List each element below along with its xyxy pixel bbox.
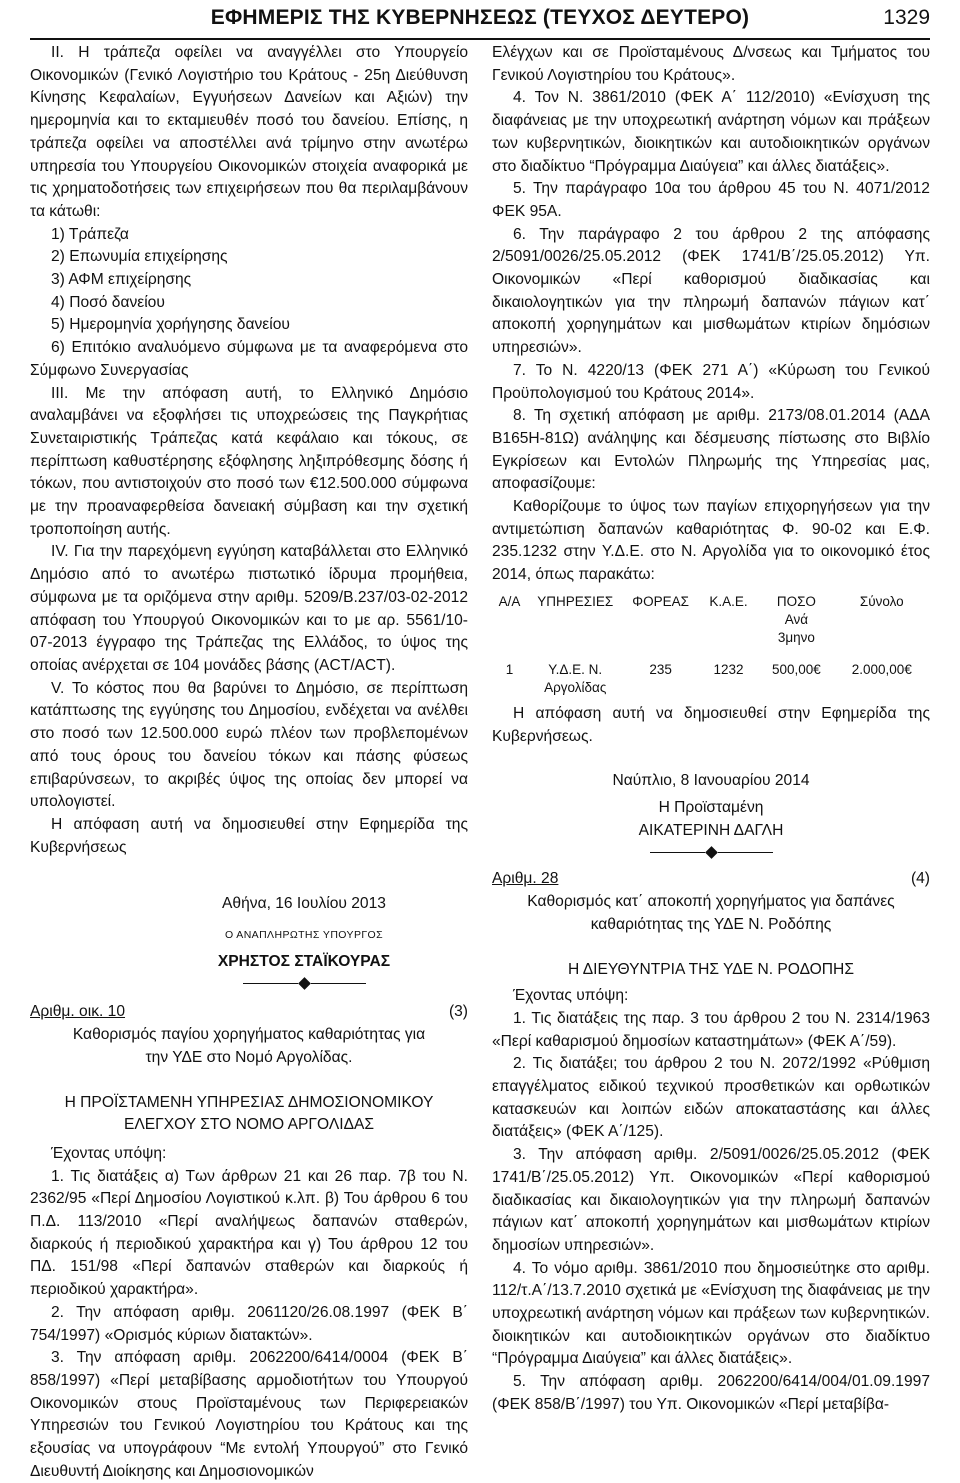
section-divider	[492, 842, 930, 862]
considered-item: 7. Το Ν. 4220/13 (ΦΕΚ 271 Α΄) «Κύρωση του Γενικού Προϋπολογισμού του Κράτους 2014».	[492, 361, 930, 402]
signature-name: ΧΡΗΣΤΟΣ ΣΤΑΪΚΟΥΡΑΣ	[217, 952, 391, 970]
page-header	[30, 6, 930, 40]
considered-item: 1. Τις διατάξεις της παρ. 3 του άρθρου 2 του Ν. 2314/1963 «Περί καθαρισμού δημοσίων καταστημάτων» (ΦΕΚ Α΄/59).	[492, 1009, 930, 1050]
list-item: 6) Επιτόκιο αναλυόμενο σύμφωνα με τα αναφερόμενα στο Σύμφωνο Συνεργασίας	[30, 339, 468, 379]
considered-item: 3. Την απόφαση αριθμ. 2062200/6414/0004 (ΦΕΚ Β΄ 858/1997) «Περί μεταβίβασης αρμοδιοτήτων του Υπουργού Οικονομικών στους Προϊσταμένους των Περιφερειακών Υπηρεσιών του Γενικού Λογιστηρίου του Κράτους και της εξουσίας να υπογράφουν “Με εντολή Υπουργού” στο Γενικό Διευθυντή Διοίκησης και Δημοσιονομικών	[30, 1349, 468, 1480]
considered-item: 4. Τον Ν. 3861/2010 (ΦΕΚ Α΄ 112/2010) «Ενίσχυση της διαφάνειας με την υποχρεωτική ανάρτηση νόμων και πράξεων των κυβερνητικών, διοικητικών και αυτοδιοικητικών οργάνων στο διαδίκτυο “Πρόγραμμα Διαύγεια” και άλλες διατάξεις».	[492, 89, 930, 175]
right-column	[492, 42, 930, 1417]
allowance-table	[492, 589, 930, 701]
decision-number-row	[30, 1001, 468, 1024]
paragraph-ii: ΙΙ. Η τράπεζα οφείλει να αναγγέλλει στο Υπουργείο Οικονομικών (Γενικό Λογιστήριο του Κράτους - 25η Διεύθυνση Κίνησης Κεφαλαίων, Εγγυήσεων Δανείων και Αξιών) την ημερομηνία και το εκταμιευθέν ποσό του δανείου. Επίσης, η τράπεζα οφείλει να αποστέλλει ανά τρίμηνο στην ανωτέρω υπηρεσία του Υπουργείου Οικονομικών στοιχεία αναφορικά με τις χρηματοδοτήσεις των επιχειρήσεων που θα περιλαμβάνουν τα κάτωθι:	[30, 44, 468, 220]
having-considered: Έχοντας υπόψη:	[513, 987, 629, 1005]
considered-item: 5. Την παράγραφο 10α του άρθρου 45 του Ν. 4071/2012 ΦΕΚ 95Α.	[492, 180, 930, 220]
decision-text: Καθορίζουμε το ύψος των παγίων επιχορηγήσεων για την αντιμετώπιση δαπανών καθαριότητας Φ. 90-02 και Ε.Φ. 235.1232 στην Υ.Δ.Ε. στο Ν. Αργολίδα για το οικονομικό έτος 2014, όπως παρακάτω:	[492, 498, 930, 584]
paragraph-v: V. Το κόστος που θα βαρύνει το Δημόσιο, σε περίπτωση κατάπτωσης της εγγύησης του Δημοσίου, ενδέχεται να ανέλθει στο ποσό των 12.500.000 ευρώ πλέον των προβλεπομένων από τους όρους του δανείου τόκων και πάσης φύσεως επιβαρύνσεων, το ακριβές ύψος της οποίας δεν μπορεί να υπολογιστεί.	[30, 679, 468, 811]
publish-clause: Η απόφαση αυτή να δημοσιευθεί στην Εφημερίδα της Κυβερνήσεως	[30, 815, 468, 856]
table-header: Σύνολο	[859, 593, 904, 609]
decision-title: Καθορισμός παγίου χορηγήματος καθαριότητας για την ΥΔΕ στο Νομό Αργολίδας.	[72, 1026, 426, 1066]
table-header: Κ.Α.Ε.	[709, 593, 748, 609]
table-header: ΥΠΗΡΕΣΙΕΣ	[537, 593, 614, 609]
table-header-row	[492, 589, 930, 651]
left-column	[30, 42, 468, 1483]
considered-item: 4. Το νόμο αριθμ. 3861/2010 που δημοσιεύτηκε στο αριθμ. 112/τ.Α΄/13.7.2010 σχετικά με «Ενίσχυση της διαφάνειας με την υποχρεωτική ανάρτηση νόμων και πράξεων των κυβερνητικών. διοικητικών και αυτοδιοικητικών οργάνων στο διαδίκτυο “Πρόγραμμα Διαύγεια” και άλλες διατάξεις».	[492, 1259, 930, 1368]
table-header: Α/Α	[498, 593, 521, 609]
decision-index: (4)	[910, 870, 930, 888]
paragraph-iv: ΙV. Για την παρεχόμενη εγγύηση καταβάλλεται στο Ελληνικό Δημόσιο από το ανωτέρω πιστωτικό ίδρυμα προμήθεια, σύμφωνα με τα οριζόμενα στην αριθμ. 5209/Β.237/03-02-2012 απόφαση του Υπουργού Οικονομικών και το με αρ. 5561/10-07-2013 έγγραφο της Τράπεζας της Ελλάδος, το ύψος της οποίας ανέρχεται σε 104 μονάδες βάσης (ACT/ACT).	[30, 543, 468, 674]
list-item: 3) ΑΦΜ επιχείρησης	[51, 271, 192, 289]
decision-index: (3)	[448, 1003, 468, 1021]
signature-role: Ο ΑΝΑΠΛΗΡΩΤΗΣ ΥΠΟΥΡΓΟΣ	[224, 929, 383, 942]
page-number: 1329	[883, 6, 930, 29]
list-item: 4) Ποσό δανείου	[51, 293, 165, 311]
considered-item: 1. Τις διατάξεις α) Των άρθρων 21 και 26 παρ. 7β του Ν. 2362/95 «Περί Δημοσίου Λογιστικού κ.λπ. β) Του άρθρου 6 του Π.Δ. 113/2010 «Περί αναλήψεως δαπανών σταθερών, διαρκούς ή περιοδικού χαρακτήρα και γ) Του άρθρου 12 του ΠΔ. 151/98 «Περί δαπανών σταθερών και διαρκούς ή περιοδικού χαρακτήρα».	[30, 1167, 468, 1299]
gazette-title: ΕΦΗΜΕΡΙΣ ΤΗΣ ΚΥΒΕΡΝΗΣΕΩΣ (ΤΕΥΧΟΣ ΔΕΥΤΕΡΟ)	[210, 6, 750, 29]
table-cell: 2.000,00€	[851, 661, 912, 677]
list-item: 5) Ημερομηνία χορήγησης δανείου	[51, 316, 290, 334]
table-header: ΦΟΡΕΑΣ	[632, 593, 689, 609]
continued-text: Ελέγχων και σε Προϊσταμένους Δ/νσεως και Τμήματος του Γενικού Λογιστηρίου του Κράτους».	[492, 44, 930, 84]
considered-item: 2. Την απόφαση αριθμ. 2061120/26.08.1997 (ΦΕΚ Β΄ 754/1997) «Ορισμός κύριων διατακτών».	[30, 1303, 468, 1344]
decision-number: Αριθμ. 28	[492, 870, 559, 888]
publish-clause: Η απόφαση αυτή να δημοσιευθεί στην Εφημερίδα της Κυβερνήσεως.	[492, 704, 930, 745]
decision-number: Αριθμ. οικ. 10	[30, 1003, 126, 1021]
section-divider	[30, 973, 468, 993]
having-considered: Έχοντας υπόψη:	[51, 1144, 167, 1162]
list-item: 1) Τράπεζα	[51, 225, 129, 243]
table-header: ΠΟΣΟ Ανά 3μηνο	[776, 593, 816, 645]
signature-role: Η Προϊσταμένη	[658, 798, 764, 816]
issuing-authority: Η ΔΙΕΥΘΥΝΤΡΙΑ ΤΗΣ ΥΔΕ Ν. ΡΟΔΟΠΗΣ	[568, 960, 854, 978]
issuing-authority: Η ΠΡΟΪΣΤΑΜΕΝΗ ΥΠΗΡΕΣΙΑΣ ΔΗΜΟΣΙΟΝΟΜΙΚΟΥ ΕΛΕΓΧΟΥ ΣΤΟ ΝΟΜΟ ΑΡΓΟΛΙΔΑΣ	[64, 1093, 434, 1134]
signature-name: ΑΙΚΑΤΕΡΙΝΗ ΔΑΓΛΗ	[638, 821, 784, 839]
considered-item: 2. Τις διατάξει; του άρθρου 2 του Ν. 2072/1992 «Ρύθμιση επαγγέλματος ειδικού τεχνικού προσθετικών και ορθωτικών κατασκευών και λοιπών ειδών αποκαταστάσης και άλλες διατάξεις» (ΦΕΚ Α΄/125).	[492, 1055, 930, 1141]
list-item: 2) Επωνυμία επιχείρησης	[51, 248, 228, 266]
decision-title: Καθορισμός κατ΄ αποκοπή χορηγήματος για δαπάνες καθαριότητας της ΥΔΕ Ν. Ροδόπης	[527, 893, 895, 933]
paragraph-iii: ΙΙΙ. Με την απόφαση αυτή, το Ελληνικό Δημόσιο αναλαμβάνει να εξοφλήσει τις υποχρεώσεις της Παγκρήτιας Συνεταιριστικής Τράπεζας κατά κεφάλαιο και τόκους, σε περίπτωση καθυστέρησης εξόφλησης ληξιπρόθεσμης δόσης ή τόκων, που αντιστοιχούν στο ποσό των €12.500.000 σύμφωνα με την προαναφερθείσα δανειακή σύμβαση και την σχετική τροποποίηση αυτής.	[30, 384, 468, 538]
considered-item: 8. Τη σχετική απόφαση με αριθμ. 2173/08.01.2014 (ΑΔΑ Β165Η-81Ω) ανάληψης και δέσμευσης πίστωσης στο Βιβλίο Εγκρίσεων και Εντολών Πληρωμής της Υπηρεσίας μας, αποφασίζουμε:	[492, 407, 930, 493]
considered-item: 5. Την απόφαση αριθμ. 2062200/6414/004/01.09.1997 (ΦΕΚ 858/Β΄/1997) του Υπ. Οικονομικών «Περί μεταβίβα-	[492, 1373, 930, 1413]
table-cell: 1232	[713, 661, 744, 677]
table-row	[492, 657, 930, 701]
signature-date: Ναύπλιο, 8 Ιανουαρίου 2014	[612, 772, 810, 790]
considered-item: 3. Την απόφαση αριθμ. 2/5091/0026/25.05.2012 (ΦΕΚ 1741/Β΄/25.05.2012) Υπ. Οικονομικών «Περί καθορισμού διαδικασίας και δικαιολογητικών για την πληρωμή δαπανών πάγιων κατ΄ αποκοπή χορηγημάτων και μισθωμάτων κτιρίων δημοσίων υπηρεσιών».	[492, 1146, 930, 1254]
decision-number-row	[492, 868, 930, 891]
table-cell: 1	[505, 661, 514, 677]
table-cell: 235	[649, 661, 672, 677]
table-cell: 500,00€	[771, 661, 821, 677]
signature-date: Αθήνα, 16 Ιουλίου 2013	[222, 895, 386, 913]
considered-item: 6. Την παράγραφο 2 του άρθρου 2 της απόφασης 2/5091/0026/25.05.2012 (ΦΕΚ 1741/Β΄/25.05.2012) Υπ. Οικονομικών «Περί καθορισμού διαδικασίας και δικαιολογητικών για την πληρωμή δαπανών πάγιων κατ΄ αποκοπή χορηγημάτων και μισθωμάτων κτιρίων δημόσιων υπηρεσιών».	[492, 225, 930, 357]
table-cell: Υ.Δ.Ε. Ν. Αργολίδας	[544, 661, 607, 695]
